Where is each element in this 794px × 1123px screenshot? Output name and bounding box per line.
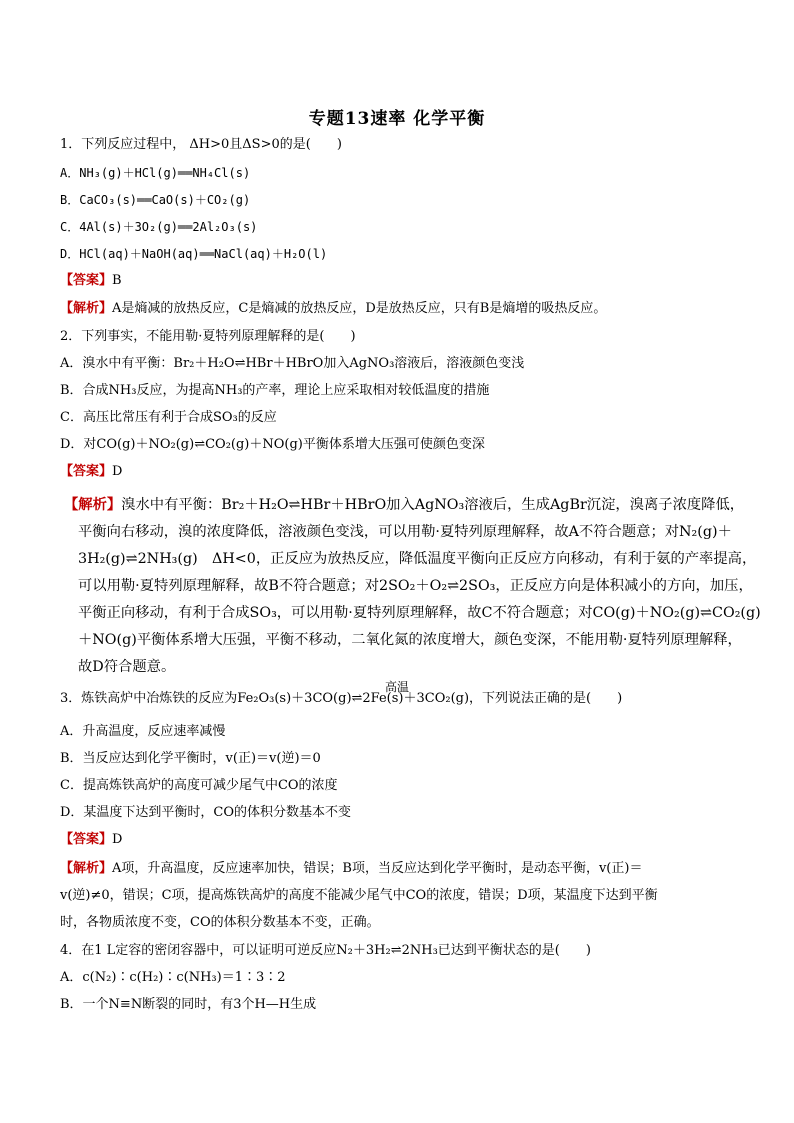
question-3-explanation-line-2: v(逆)≠0，错误；C项，提高炼铁高炉的高度不能减少尾气中CO的浓度，错误；D项，某温度下达到平衡 bbox=[60, 888, 658, 903]
question-2-option-b: B．合成NH₃反应，为提高NH₃的产率，理论上应采取相对较低温度的措施 bbox=[60, 383, 490, 398]
question-3-explanation-line-1: 【解析】A项，升高温度，反应速率加快，错误；B项，当反应达到化学平衡时，是动态平衡，v(正)＝ bbox=[60, 861, 643, 876]
page-title: 专题13速率 化学平衡 bbox=[308, 109, 486, 129]
question-3-option-d: D．某温度下达到平衡时，CO的体积分数基本不变 bbox=[60, 805, 352, 820]
question-2: 2．下列事实，不能用勒·夏特列原理解释的是( ) bbox=[60, 329, 356, 344]
reaction-condition-label: 高温 bbox=[385, 680, 410, 694]
question-2-option-c: C．高压比常压有利于合成SO₃的反应 bbox=[60, 410, 277, 425]
question-2-option-d: D．对CO(g)＋NO₂(g)⇌CO₂(g)＋NO(g)平衡体系增大压强可使颜色变深 bbox=[60, 437, 485, 452]
question-1-option-c: C．4Al(s)＋3O₂(g)══2Al₂O₃(s) bbox=[60, 220, 258, 234]
question-2-explanation-line-4: 可以用勒·夏特列原理解释，故B不符合题意；对2SO₂＋O₂⇌2SO₃，正反应方向是体积减小的方向，加压， bbox=[78, 578, 753, 594]
question-2-explanation-line-6: ＋NO(g)平衡体系增大压强，平衡不移动，二氧化氮的浓度增大，颜色变深，不能用勒·夏特列原理解释， bbox=[78, 632, 742, 648]
question-3: 3．炼铁高炉中冶炼铁的反应为Fe₂O₃(s)＋3CO(g)⇌2Fe(s)＋3CO₂(g)，下列说法正确的是( ) bbox=[60, 691, 623, 706]
question-1-option-a: A．NH₃(g)＋HCl(g)══NH₄Cl(s) bbox=[60, 166, 251, 180]
question-2-explanation-line-3: 3H₂(g)⇌2NH₃(g) ΔH<0，正反应为放热反应，降低温度平衡向正反应方向移动，有利于氨的产率提高， bbox=[78, 551, 757, 567]
question-2-explanation-line-7: 故D符合题意。 bbox=[78, 659, 176, 675]
question-1-option-d: D．HCl(aq)＋NaOH(aq)══NaCl(aq)＋H₂O(l) bbox=[60, 247, 328, 261]
question-2-explanation-line-1: 【解析】溴水中有平衡：Br₂＋H₂O⇌HBr＋HBrO加入AgNO₃溶液后，生成AgBr沉淀，溴离子浓度降低， bbox=[64, 497, 745, 513]
question-2-answer: 【答案】D bbox=[60, 464, 123, 479]
question-4: 4．在1 L定容的密闭容器中，可以证明可逆反应N₂＋3H₂⇌2NH₃已达到平衡状态的是( ) bbox=[60, 943, 591, 958]
question-4-option-a: A．c(N₂)∶c(H₂)∶c(NH₃)＝1∶3∶2 bbox=[60, 970, 286, 985]
question-3-option-b: B．当反应达到化学平衡时，v(正)＝v(逆)＝0 bbox=[60, 751, 321, 766]
question-2-option-a: A．溴水中有平衡：Br₂＋H₂O⇌HBr＋HBrO加入AgNO₃溶液后，溶液颜色变浅 bbox=[60, 356, 525, 371]
question-2-explanation-line-5: 平衡正向移动，有利于合成SO₃，可以用勒·夏特列原理解释，故C不符合题意；对CO(g)＋NO₂(g)⇌CO₂(g) bbox=[78, 605, 761, 621]
question-3-explanation-line-3: 时，各物质浓度不变，CO的体积分数基本不变，正确。 bbox=[60, 915, 380, 930]
question-3-option-a: A．升高温度，反应速率减慢 bbox=[60, 724, 226, 739]
question-1-explanation: 【解析】A是熵减的放热反应，C是熵减的放热反应，D是放热反应，只有B是熵增的吸热反应。 bbox=[60, 301, 607, 316]
question-2-explanation-line-2: 平衡向右移动，溴的浓度降低，溶液颜色变浅，可以用勒·夏特列原理解释，故A不符合题意；对N₂(g)＋ bbox=[78, 524, 732, 540]
question-3-answer: 【答案】D bbox=[60, 832, 123, 847]
question-4-option-b: B．一个N≡N断裂的同时，有3个H—H生成 bbox=[60, 997, 317, 1012]
question-1: 1．下列反应过程中， ΔH>0且ΔS>0的是( ) bbox=[60, 137, 342, 152]
question-1-answer: 【答案】B bbox=[60, 273, 122, 288]
question-3-option-c: C．提高炼铁高炉的高度可减少尾气中CO的浓度 bbox=[60, 778, 338, 793]
question-1-option-b: B．CaCO₃(s)══CaO(s)＋CO₂(g) bbox=[60, 193, 251, 207]
